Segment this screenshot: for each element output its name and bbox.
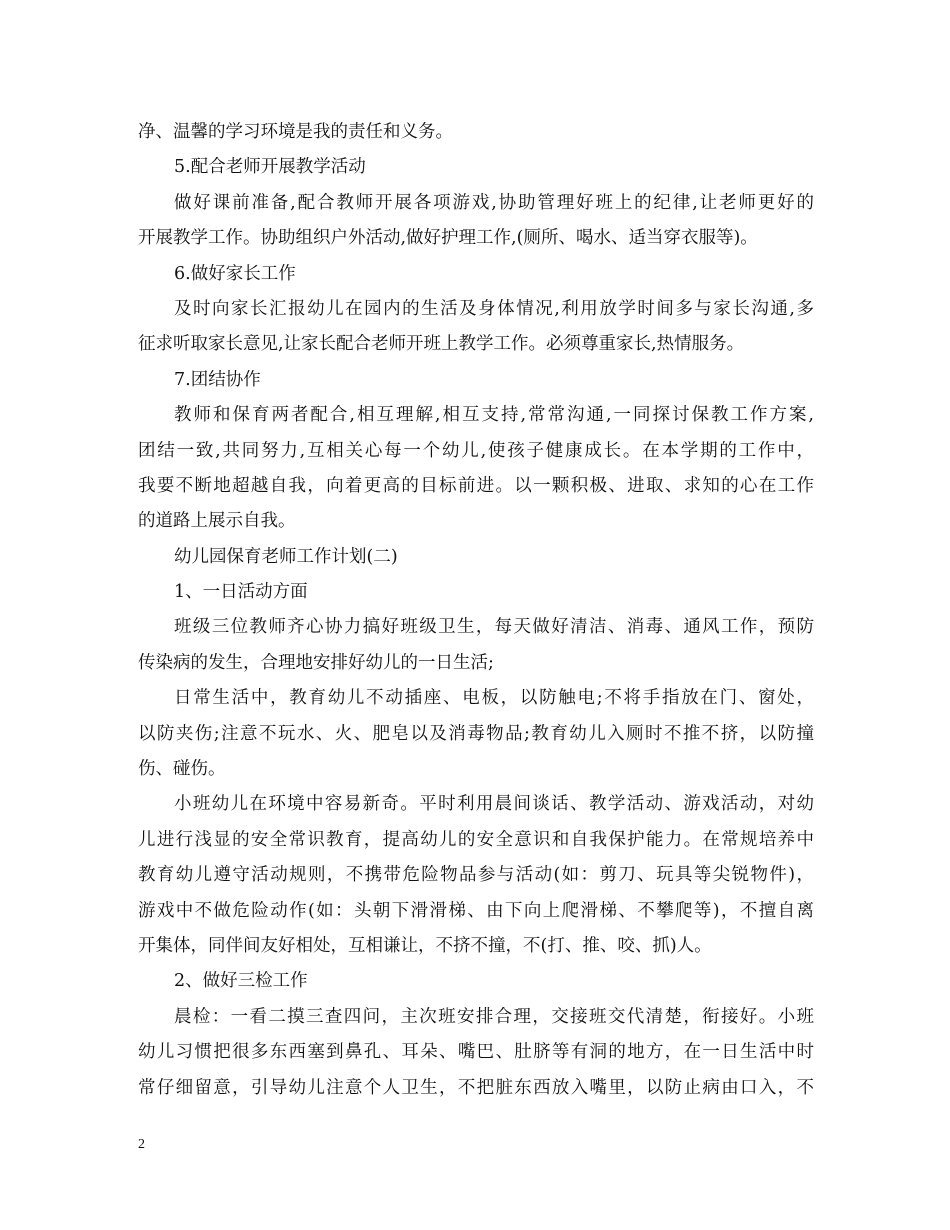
paragraph-line: 游戏中不做危险动作(如：头朝下滑滑梯、由下向上爬滑梯、不攀爬等)，不擅自离	[138, 900, 814, 921]
section-heading: 7.团结协作	[174, 369, 261, 390]
paragraph-line: 我要不断地超越自我，向着更高的目标前进。以一颗积极、进取、求知的心在工作	[138, 475, 814, 496]
section-heading: 1、一日活动方面	[174, 582, 308, 603]
paragraph-line: 儿进行浅显的安全常识教育，提高幼儿的安全意识和自我保护能力。在常规培养中	[138, 829, 814, 850]
paragraph-line: 团结一致,共同努力,互相关心每一个幼儿,使孩子健康成长。在本学期的工作中，	[138, 440, 814, 461]
paragraph-line: 做好课前准备,配合教师开展各项游戏,协助管理好班上的纪律,让老师更好的	[174, 192, 814, 213]
paragraph-line: 及时向家长汇报幼儿在园内的生活及身体情况,利用放学时间多与家长沟通,多	[174, 298, 814, 319]
paragraph-line: 晨检：一看二摸三查四问，主次班安排合理，交接班交代清楚，衔接好。小班	[174, 1006, 814, 1027]
section-heading: 2、做好三检工作	[174, 971, 308, 992]
paragraph-line: 伤、碰伤。	[138, 759, 226, 780]
paragraph-line: 教师和保育两者配合,相互理解,相互支持,常常沟通,一同探讨保教工作方案,	[174, 405, 814, 426]
document-subtitle: 幼儿园保育老师工作计划(二)	[174, 546, 398, 567]
paragraph-line: 幼儿习惯把很多东西塞到鼻孔、耳朵、嘴巴、肚脐等有洞的地方，在一日生活中时	[138, 1042, 814, 1063]
paragraph-line: 净、温馨的学习环境是我的责任和义务。	[138, 122, 453, 142]
paragraph-line: 常仔细留意，引导幼儿注意个人卫生，不把脏东西放入嘴里，以防止病由口入，不	[138, 1077, 814, 1098]
paragraph-line: 日常生活中，教育幼儿不动插座、电板，以防触电;不将手指放在门、窗处，	[174, 688, 814, 709]
paragraph-line: 以防夹伤;注意不玩水、火、肥皂以及消毒物品;教育幼儿入厕时不推不挤，以防撞	[138, 723, 814, 744]
page-number: 2	[138, 1137, 145, 1152]
paragraph-line: 传染病的发生，合理地安排好幼儿的一日生活;	[138, 652, 494, 673]
paragraph-line: 教育幼儿遵守活动规则，不携带危险物品参与活动(如：剪刀、玩具等尖锐物件)，	[138, 865, 814, 886]
paragraph-line: 开展教学工作。协助组织户外活动,做好护理工作,(厕所、喝水、适当穿衣服等)。	[138, 228, 758, 249]
paragraph-line: 征求听取家长意见,让家长配合老师开班上教学工作。必须尊重家长,热情服务。	[138, 334, 745, 355]
paragraph-line: 开集体，同伴间友好相处，互相谦让，不挤不撞，不(打、推、咬、抓)人。	[138, 935, 712, 956]
paragraph-line: 小班幼儿在环境中容易新奇。平时利用晨间谈话、教学活动、游戏活动，对幼	[174, 794, 814, 815]
document-body	[138, 115, 814, 1106]
section-heading: 6.做好家长工作	[174, 263, 296, 284]
section-heading: 5.配合老师开展教学活动	[174, 157, 366, 178]
paragraph-line: 班级三位教师齐心协力搞好班级卫生，每天做好清洁、消毒、通风工作，预防	[174, 617, 814, 638]
paragraph-line: 的道路上展示自我。	[138, 511, 296, 532]
